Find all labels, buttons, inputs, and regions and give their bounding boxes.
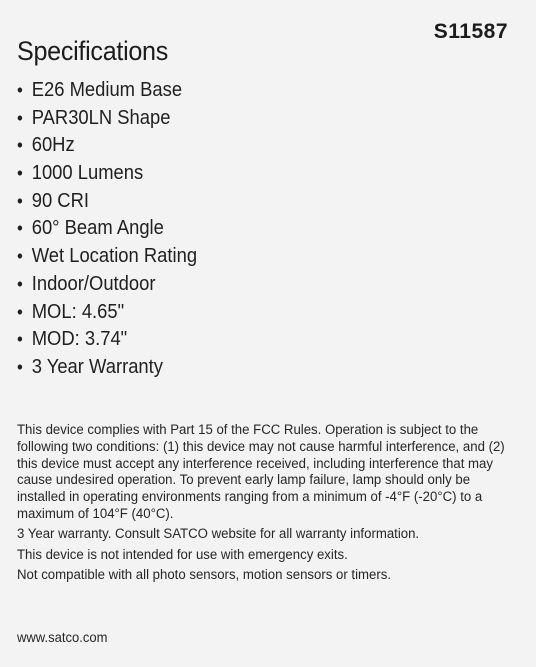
spec-text: MOD: 3.74" bbox=[31, 328, 128, 351]
warranty-notice: 3 Year warranty. Consult SATCO website for all warranty information. bbox=[17, 525, 420, 542]
bullet-icon: • bbox=[17, 356, 23, 377]
emergency-exit-notice: This device is not intended for use with emergency exits. bbox=[17, 546, 348, 563]
spec-item bbox=[17, 189, 197, 217]
spec-item bbox=[17, 327, 197, 355]
spec-text: 60° Beam Angle bbox=[31, 217, 164, 240]
spec-item bbox=[17, 300, 197, 328]
bullet-icon: • bbox=[17, 329, 23, 350]
spec-text: 1000 Lumens bbox=[31, 162, 144, 185]
spec-list bbox=[17, 78, 213, 383]
fcc-notice: This device complies with Part 15 of the FCC Rules. Operation is subject to the following two conditions: (1) this device may not cause harmful interference, and (2) this device must accept any interference received, including interference that may cause undesired operation. To prevent early lamp failure, lamp should only be installed in operating environments ranging from a minimum of -4°F (-20°C) to a maximum of 104°F (40°C). bbox=[17, 422, 505, 522]
compatibility-notice: Not compatible with all photo sensors, motion sensors or timers. bbox=[17, 567, 392, 584]
bullet-icon: • bbox=[17, 190, 23, 211]
spec-item bbox=[17, 244, 197, 272]
spec-text: E26 Medium Base bbox=[31, 79, 183, 101]
bullet-icon: • bbox=[17, 301, 23, 322]
bullet-icon: • bbox=[17, 135, 23, 156]
spec-text: 90 CRI bbox=[31, 189, 89, 212]
spec-item bbox=[17, 216, 197, 244]
spec-item bbox=[17, 272, 197, 300]
bullet-icon: • bbox=[17, 273, 23, 294]
spec-item bbox=[17, 106, 197, 134]
bullet-icon: • bbox=[17, 246, 23, 267]
spec-item bbox=[17, 78, 197, 106]
spec-text: PAR30LN Shape bbox=[31, 106, 171, 129]
website-link: www.satco.com bbox=[17, 629, 108, 645]
bullet-icon: • bbox=[17, 218, 23, 239]
specifications-heading: Specifications bbox=[17, 36, 169, 66]
bullet-icon: • bbox=[17, 80, 23, 100]
bullet-icon: • bbox=[17, 107, 23, 128]
bullet-icon: • bbox=[17, 163, 23, 184]
spec-text: 60Hz bbox=[31, 134, 75, 157]
spec-item bbox=[17, 355, 197, 383]
spec-text: 3 Year Warranty bbox=[31, 355, 163, 378]
product-sku: S11587 bbox=[433, 20, 508, 43]
spec-item bbox=[17, 161, 197, 189]
legal-notes bbox=[17, 422, 527, 588]
spec-item bbox=[17, 133, 197, 161]
spec-text: Wet Location Rating bbox=[31, 245, 198, 268]
spec-text: Indoor/Outdoor bbox=[31, 272, 156, 295]
spec-text: MOL: 4.65" bbox=[31, 300, 125, 323]
